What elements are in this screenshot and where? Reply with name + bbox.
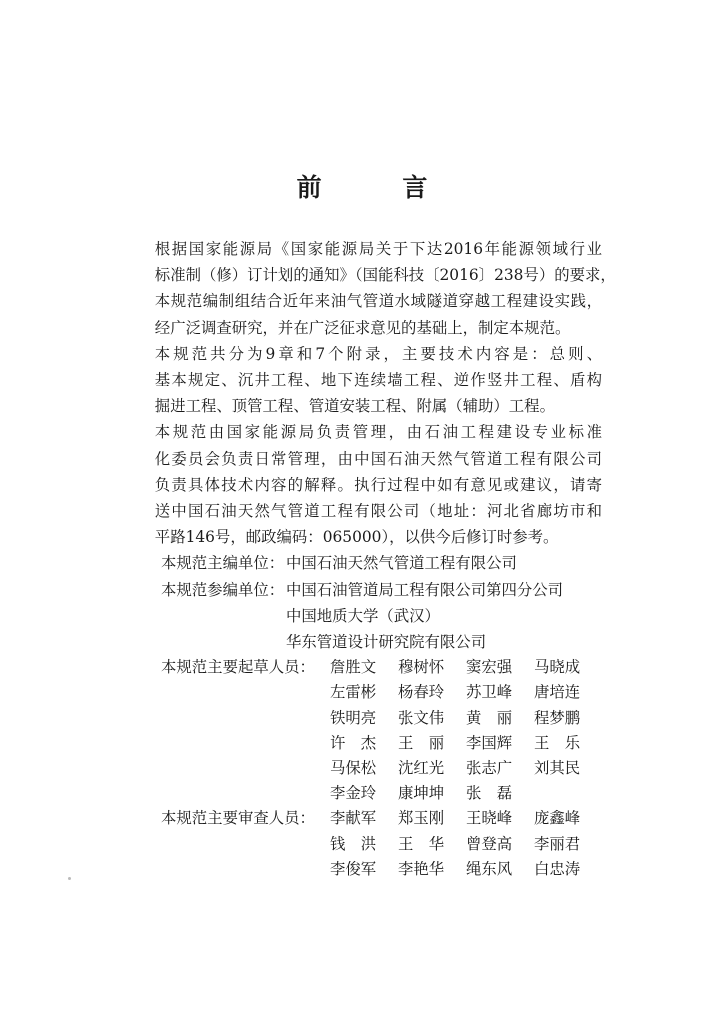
reviewers-list [124, 806, 602, 882]
paragraph-line: 掘进工程、顶管工程、管道安装工程、附属（辅助）工程。 [154, 397, 555, 416]
drafters-row [124, 706, 602, 731]
paragraph-line: 本规范编制组结合近年来油气管道水域隧道穿越工程建设实践， [154, 292, 602, 311]
drafters-list [124, 655, 602, 806]
person-name: 王 乐 [534, 733, 581, 752]
drafters-label: 本规范主要起草人员： [161, 658, 315, 677]
page-title: 前 言 [296, 173, 464, 202]
paragraph-line: 平路146号，邮政编码：065000），以供今后修订时参考。 [154, 528, 559, 547]
paragraph-line: 本规范由国家能源局负责管理，由石油工程建设专业标准 [154, 423, 602, 442]
participating-unit-row [124, 603, 602, 629]
paragraph-line: 负责具体技术内容的解释。执行过程中如有意见或建议，请寄 [154, 475, 602, 494]
reviewers-label: 本规范主要审查人员： [161, 809, 315, 828]
person-name: 穆树怀 [398, 658, 445, 677]
person-name: 许 杰 [330, 733, 377, 752]
person-name: 李俊军 [330, 859, 377, 878]
paragraph-line: 化委员会负责日常管理，由中国石油天然气管道工程有限公司 [154, 449, 602, 468]
person-name: 李金玲 [330, 784, 377, 803]
drafters-row [124, 731, 602, 756]
preface-body [124, 236, 616, 882]
person-name: 郑玉刚 [398, 809, 445, 828]
person-name: 李丽君 [534, 834, 581, 853]
paragraph-3 [124, 419, 602, 550]
participating-unit-value: 中国地质大学（武汉） [286, 606, 440, 625]
person-name: 张志广 [466, 758, 513, 777]
person-name: 马晓成 [534, 658, 581, 677]
participating-unit-row [124, 577, 602, 603]
person-name: 杨春玲 [398, 683, 445, 702]
paragraph-line: 经广泛调查研究，并在广泛征求意见的基础上，制定本规范。 [154, 318, 571, 337]
person-name: 苏卫峰 [466, 683, 513, 702]
person-name: 绳东风 [466, 859, 513, 878]
reviewers-row [124, 832, 602, 857]
person-name: 张 磊 [466, 784, 513, 803]
person-name: 李艳华 [398, 859, 445, 878]
paragraph-1 [124, 236, 616, 341]
person-name: 窦宏强 [466, 658, 513, 677]
person-name: 詹胜文 [330, 658, 377, 677]
participating-unit-value: 华东管道设计研究院有限公司 [286, 633, 487, 651]
paragraph-line: 送中国石油天然气管道工程有限公司（地址：河北省廊坊市和 [154, 502, 602, 521]
person-name: 王 华 [398, 834, 445, 853]
person-name: 王 丽 [398, 733, 445, 752]
paragraph-line: 本规范共分为9章和7个附录，主要技术内容是：总则、 [154, 344, 602, 363]
person-name: 左雷彬 [330, 683, 377, 702]
person-name: 唐培连 [534, 683, 581, 702]
participating-unit-row [124, 629, 602, 655]
person-name: 曾登高 [466, 834, 513, 853]
person-name: 黄 丽 [466, 708, 513, 727]
chief-unit-row [124, 550, 602, 576]
person-name: 李国辉 [466, 733, 513, 752]
drafters-row [124, 756, 602, 781]
person-name: 白忠涛 [534, 859, 581, 878]
person-name: 康坤坤 [398, 784, 445, 803]
paragraph-line: 标准制（修）订计划的通知》（国能科技〔2016〕238号）的要求， [154, 266, 616, 285]
person-name [534, 781, 602, 806]
person-name: 铁明亮 [330, 708, 377, 727]
drafters-row [124, 655, 602, 680]
paragraph-2 [124, 341, 602, 420]
person-name: 沈红光 [398, 758, 445, 777]
chief-unit-label: 本规范主编单位： [161, 554, 285, 573]
scan-speck [68, 877, 71, 880]
person-name: 庞鑫峰 [534, 809, 581, 828]
chief-unit-value: 中国石油天然气管道工程有限公司 [286, 554, 517, 573]
person-name: 马保松 [330, 758, 377, 777]
paragraph-line: 根据国家能源局《国家能源局关于下达2016年能源领域行业 [154, 240, 602, 258]
participating-unit-value: 中国石油管道局工程有限公司第四分公司 [286, 580, 564, 599]
reviewers-row [124, 857, 602, 882]
reviewers-row [124, 806, 602, 831]
participating-unit-label: 本规范参编单位： [161, 580, 285, 599]
person-name: 钱 洪 [330, 834, 377, 853]
person-name: 程梦鹏 [534, 708, 581, 727]
person-name: 李献军 [330, 809, 377, 828]
drafters-row [124, 781, 602, 806]
person-name: 刘其民 [534, 758, 581, 777]
person-name: 张文伟 [398, 708, 445, 727]
person-name: 王晓峰 [466, 809, 513, 828]
paragraph-line: 基本规定、沉井工程、地下连续墙工程、逆作竖井工程、盾构 [154, 371, 602, 390]
drafters-row [124, 680, 602, 705]
